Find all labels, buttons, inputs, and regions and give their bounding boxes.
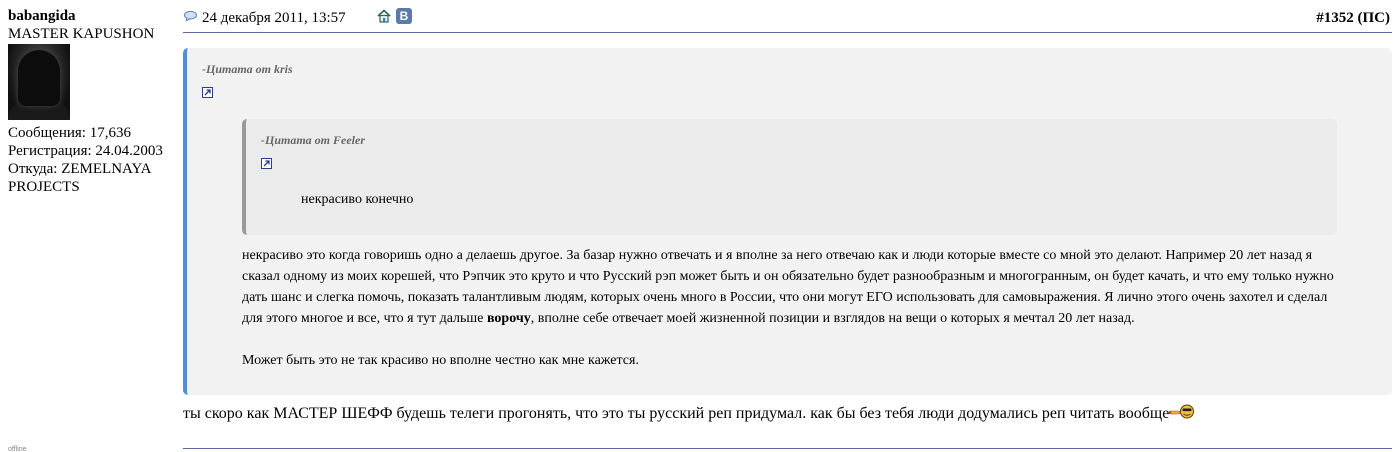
nested-quote-text: некрасиво конечно bbox=[301, 192, 414, 207]
nested-quote-author-label: -Цитата от Feeler bbox=[261, 133, 365, 147]
nested-quote-block bbox=[242, 119, 1337, 235]
quote-block bbox=[183, 48, 1392, 395]
avatar[interactable] bbox=[8, 44, 70, 120]
post-header bbox=[183, 6, 1392, 33]
quote-author-label: -Цитата от kris bbox=[202, 62, 293, 76]
quote-paragraph: Может быть это не так красиво но вполне честно как мне кажется. bbox=[242, 353, 639, 368]
avatar-hood bbox=[18, 50, 60, 106]
speech-bubble-icon bbox=[184, 11, 197, 21]
quote-paragraph bbox=[242, 245, 1342, 329]
post-permalink[interactable] bbox=[1316, 9, 1390, 27]
username-link[interactable]: babangida bbox=[8, 8, 76, 24]
post-date: 24 декабря 2011, 13:57 bbox=[202, 10, 346, 26]
user-post-count: Сообщения: 17,636 bbox=[8, 125, 131, 141]
post-number-suffix[interactable]: (ПС) bbox=[1357, 10, 1390, 26]
post-divider bbox=[183, 448, 1392, 449]
post-number-link[interactable]: #1352 bbox=[1316, 10, 1354, 26]
quote-text bbox=[242, 245, 1342, 371]
quote-bold-word: ворочу bbox=[486, 311, 531, 326]
quote-text-part: , вполне себе отвечает моей жизненной позиции и взглядов на вещи о которых я мечтал 20 лет назад. bbox=[530, 311, 1135, 326]
quote-text-part: некрасиво это когда говоришь одно а делаешь другое. За базар нужно отвечать и я вполне за него отвечаю как и люди которые вместе со мной это делают. Например 20 лет назад я сказал одному из моих корешей, что Рэпчик это круто и что Русский рэп может быть и он обязательно будет разнообразным и многогранным, он будет качать, и что ему только нужно дать шанс и слегка помочь, показать талантливым людям, которых очень много в России, что они могут ЕГО использовать для самовыражения. Я лично этого очень захотел и сделал для этого многое и все, что я тут дальше bbox=[242, 248, 1334, 326]
user-registration-date: Регистрация: 24.04.2003 bbox=[8, 143, 163, 159]
user-location: Откуда: ZEMELNAYA bbox=[8, 161, 152, 177]
online-status: offline bbox=[8, 446, 27, 452]
smoking-smiley-icon bbox=[1169, 404, 1195, 419]
user-title: MASTER KAPUSHON bbox=[8, 26, 155, 42]
user-info-panel bbox=[8, 8, 180, 196]
go-to-quoted-post-icon[interactable] bbox=[202, 87, 213, 98]
reply-text: ты скоро как МАСТЕР ШЕФФ будешь телеги прогонять, что это ты русский реп придумал. как бы без тебя люди додумались реп читать вообще bbox=[183, 405, 1170, 422]
post-body-text bbox=[183, 404, 1195, 424]
vk-share-icon[interactable]: В bbox=[396, 8, 412, 24]
go-to-quoted-post-icon[interactable] bbox=[261, 158, 272, 169]
user-location-cont: PROJECTS bbox=[8, 179, 80, 195]
home-icon[interactable] bbox=[377, 9, 391, 23]
